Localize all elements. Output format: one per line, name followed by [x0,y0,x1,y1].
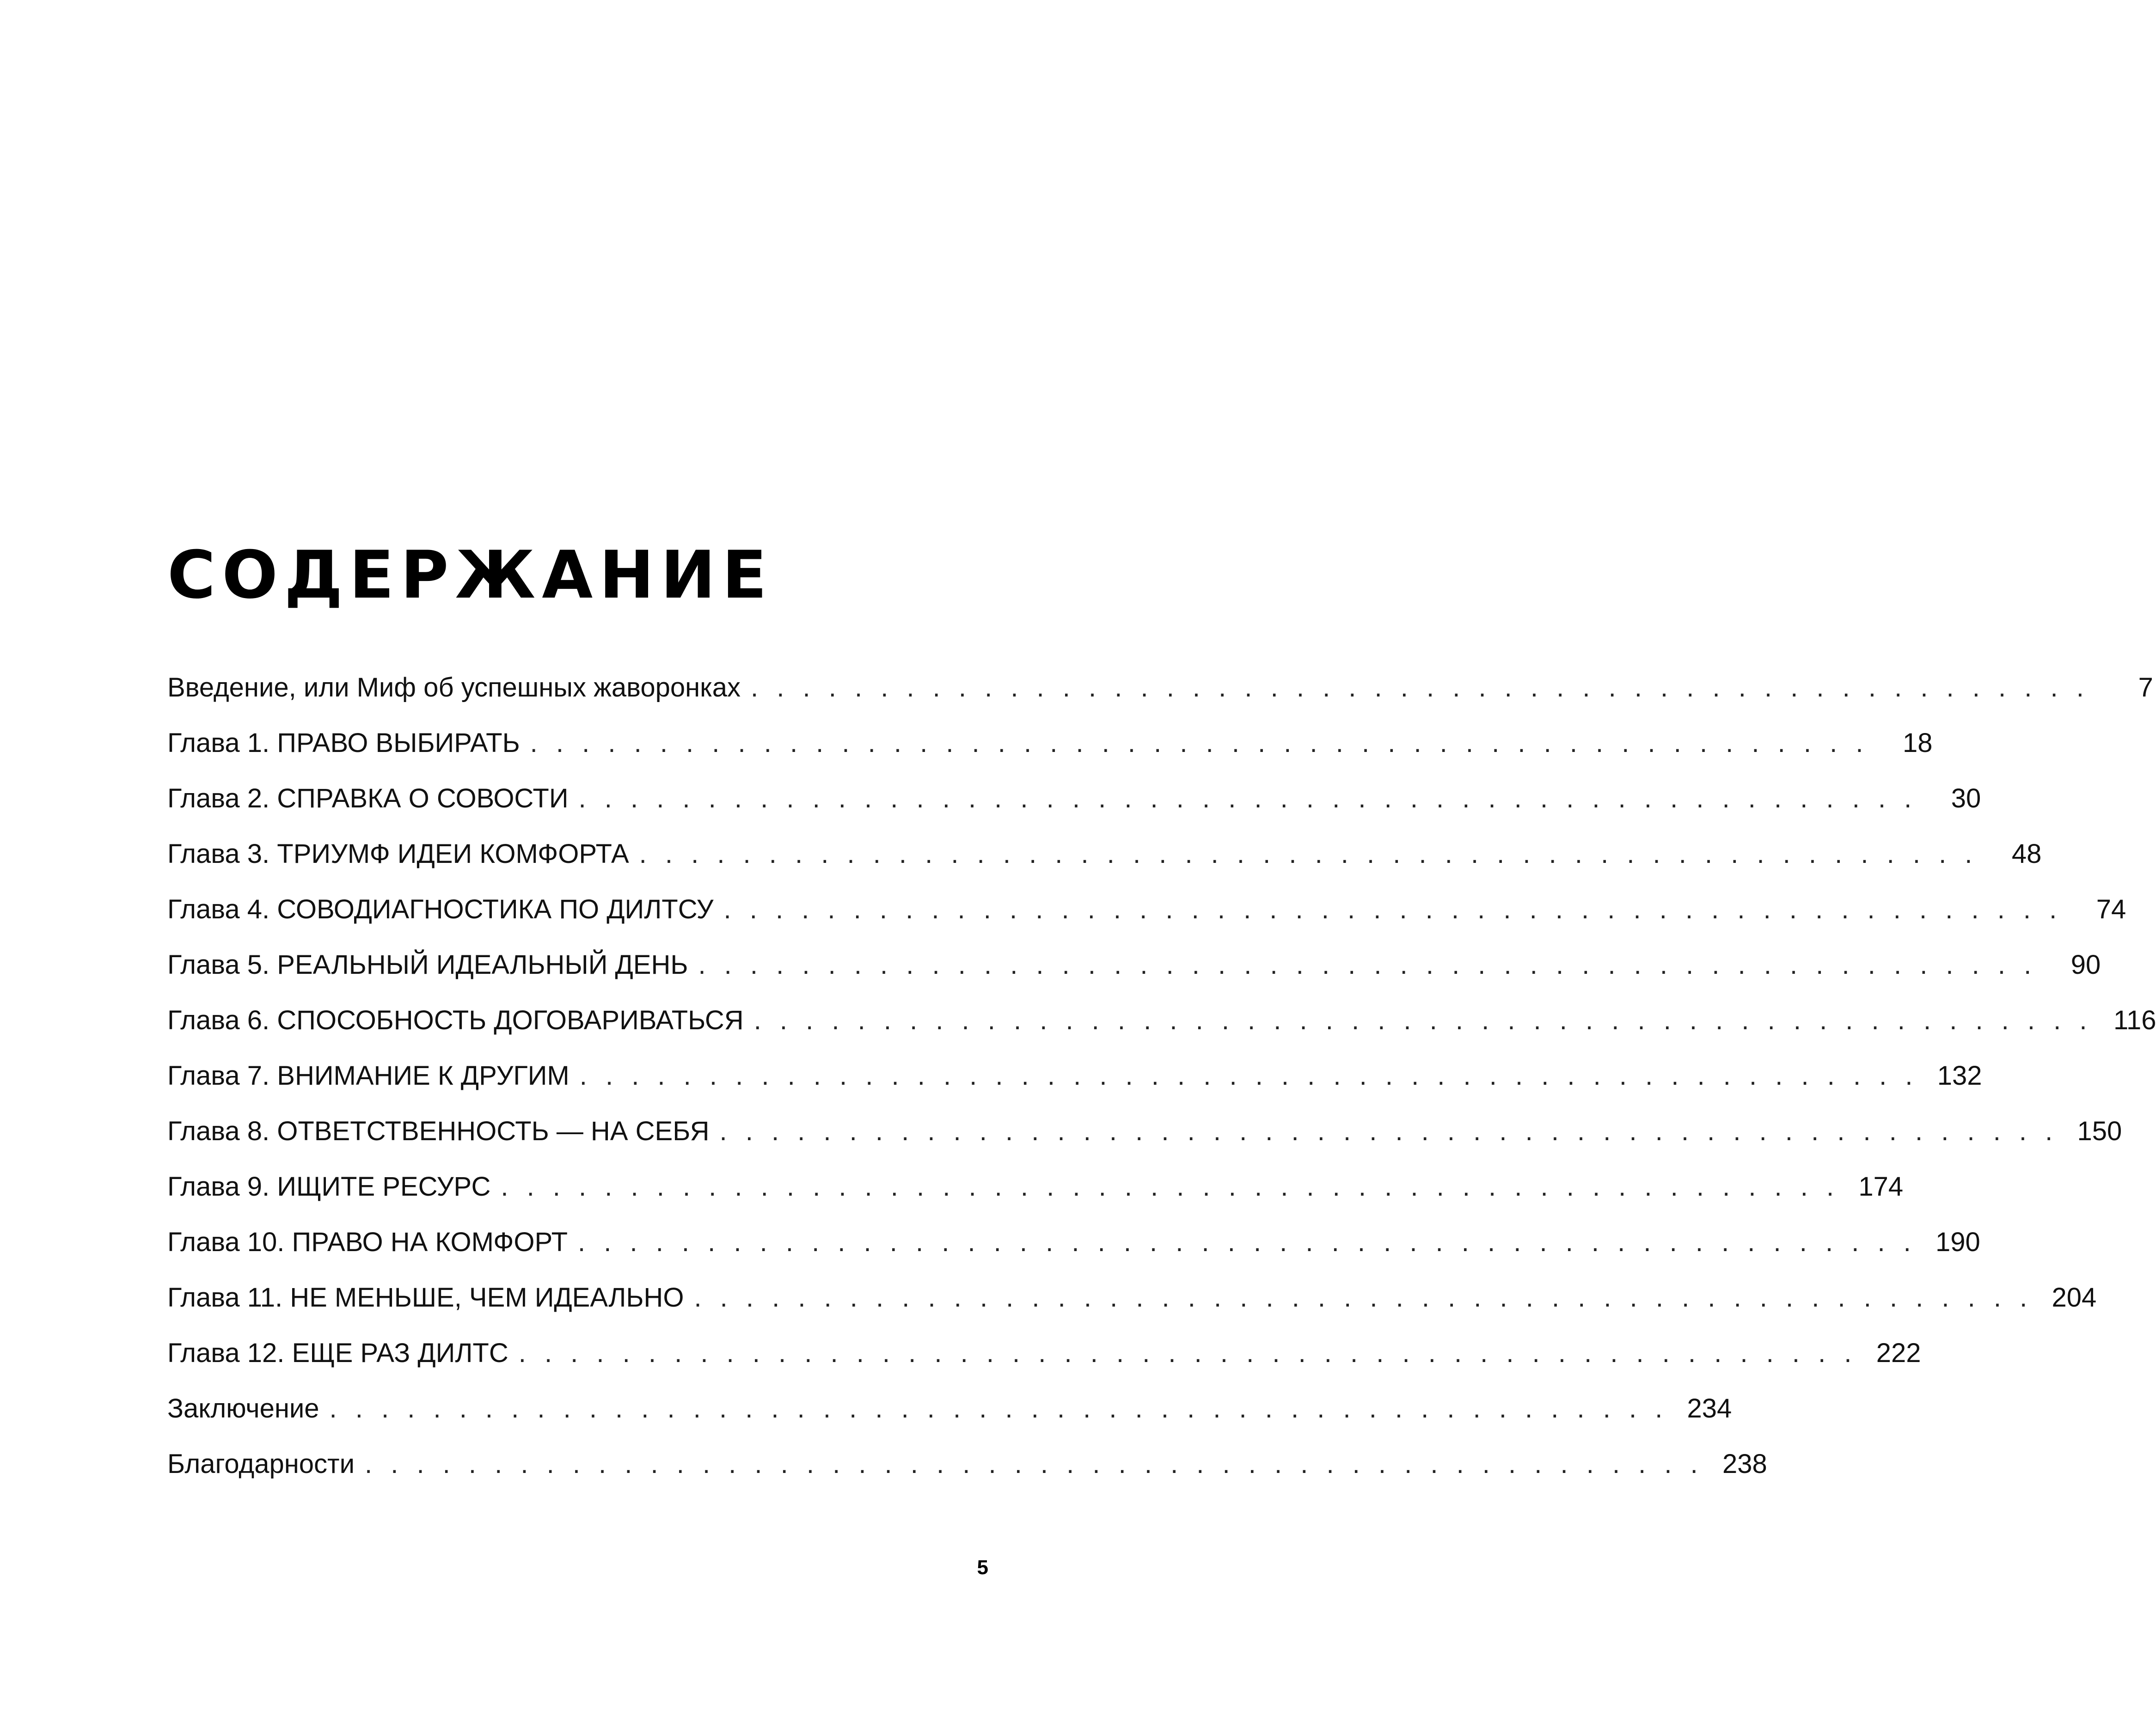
toc-leader-dots: . . . . . . . . . . . . . . . . . . . . . . . . . . . . . . . . . . . . . . . . . . . . . . . . . . . . [694,1283,2033,1313]
toc-entry-page: 190 [1936,1227,1980,1257]
toc-leader-dots: . . . . . . . . . . . . . . . . . . . . . . . . . . . . . . . . . . . . . . . . . . . . . . . . . . . . [698,950,2037,980]
toc-entry-title: Глава 6. СПОСОБНОСТЬ ДОГОВАРИВАТЬСЯ [167,1005,744,1035]
toc-entry-title: Глава 4. СОВОДИАГНОСТИКА ПО ДИЛТСУ [167,894,714,924]
toc-entry-page: 238 [1722,1449,1767,1479]
toc-entry [167,660,2153,715]
toc-entry-title: Заключение [167,1393,319,1424]
toc-entry-page: 18 [1902,728,1933,758]
toc-leader-dots: . . . . . . . . . . . . . . . . . . . . . . . . . . . . . . . . . . . . . . . . . . . . . . . . . . . . [518,1338,1857,1368]
toc-entry-title: Глава 7. ВНИМАНИЕ К ДРУГИМ [167,1061,570,1091]
toc-leader-dots: . . . . . . . . . . . . . . . . . . . . . . . . . . . . . . . . . . . . . . . . . . . . . . . . . . . . [329,1393,1668,1424]
toc-entry-page: 222 [1876,1338,1921,1368]
table-of-contents [167,660,2156,1492]
toc-entry-title: Глава 8. ОТВЕТСТВЕННОСТЬ — НА СЕБЯ [167,1116,710,1146]
toc-leader-dots: . . . . . . . . . . . . . . . . . . . . . . . . . . . . . . . . . . . . . . . . . . . . . . . . . . . . [723,894,2063,924]
toc-entry-title: Введение, или Миф об успешных жаворонках [167,672,741,703]
toc-entry-page: 30 [1951,783,1981,813]
toc-entry-title: Глава 2. СПРАВКА О СОВОСТИ [167,783,569,813]
toc-entry [167,937,2101,993]
toc-entry [167,1326,1921,1381]
toc-leader-dots: . . . . . . . . . . . . . . . . . . . . . . . . . . . . . . . . . . . . . . . . . . . . . . . . . . . . [501,1172,1840,1202]
toc-leader-dots: . . . . . . . . . . . . . . . . . . . . . . . . . . . . . . . . . . . . . . . . . . . . . . . . . . . . [578,1227,1917,1257]
toc-entry-title: Глава 12. ЕЩЕ РАЗ ДИЛТС [167,1338,508,1368]
toc-leader-dots: . . . . . . . . . . . . . . . . . . . . . . . . . . . . . . . . . . . . . . . . . . . . . . . . . . . . [751,672,2089,703]
toc-entry-page: 204 [2052,1283,2097,1313]
toc-entry-page: 90 [2070,950,2101,980]
toc-entry-title: Глава 9. ИЩИТЕ РЕСУРС [167,1172,491,1202]
toc-entry-page: 48 [2011,839,2042,869]
toc-entry-title: Глава 1. ПРАВО ВЫБИРАТЬ [167,728,520,758]
toc-leader-dots: . . . . . . . . . . . . . . . . . . . . . . . . . . . . . . . . . . . . . . . . . . . . . . . . . . . . [639,839,1978,869]
toc-entry [167,882,2126,937]
toc-leader-dots: . . . . . . . . . . . . . . . . . . . . . . . . . . . . . . . . . . . . . . . . . . . . . . . . . . . . [753,1005,2093,1035]
toc-leader-dots: . . . . . . . . . . . . . . . . . . . . . . . . . . . . . . . . . . . . . . . . . . . . . . . . . . . . [530,728,1869,758]
toc-entry [167,826,2042,882]
toc-entry-page: 74 [2096,894,2126,924]
toc-entry-title: Глава 10. ПРАВО НА КОМФОРТ [167,1227,568,1257]
toc-leader-dots: . . . . . . . . . . . . . . . . . . . . . . . . . . . . . . . . . . . . . . . . . . . . . . . . . . . . [719,1116,2058,1146]
page-number: 5 [977,1556,988,1579]
toc-entry-title: Глава 3. ТРИУМФ ИДЕИ КОМФОРТА [167,839,629,869]
toc-entry [167,771,1981,826]
toc-entry [167,715,1933,771]
toc-entry [167,1215,1980,1270]
toc-entry [167,1048,1982,1104]
toc-entry-title: Благодарности [167,1449,355,1479]
toc-entry-page: 234 [1687,1393,1732,1424]
toc-entry-page: 7 [2138,672,2153,703]
toc-entry-page: 150 [2077,1116,2122,1146]
toc-entry [167,1436,1767,1492]
toc-entry [167,993,2156,1048]
toc-entry [167,1270,2097,1326]
toc-leader-dots: . . . . . . . . . . . . . . . . . . . . . . . . . . . . . . . . . . . . . . . . . . . . . . . . . . . . [578,783,1917,813]
toc-entry [167,1159,1904,1215]
toc-entry-page: 132 [1937,1061,1982,1091]
toc-entry [167,1104,2122,1159]
toc-leader-dots: . . . . . . . . . . . . . . . . . . . . . . . . . . . . . . . . . . . . . . . . . . . . . . . . . . . . [579,1061,1918,1091]
toc-leader-dots: . . . . . . . . . . . . . . . . . . . . . . . . . . . . . . . . . . . . . . . . . . . . . . . . . . . . [364,1449,1703,1479]
toc-entry-page: 174 [1858,1172,1904,1202]
page-title: СОДЕРЖАНИЕ [167,537,773,613]
toc-entry-page: 116 [2113,1005,2156,1035]
toc-entry-title: Глава 5. РЕАЛЬНЫЙ ИДЕАЛЬНЫЙ ДЕНЬ [167,950,688,980]
toc-entry [167,1381,1732,1436]
toc-entry-title: Глава 11. НЕ МЕНЬШЕ, ЧЕМ ИДЕАЛЬНО [167,1283,684,1313]
